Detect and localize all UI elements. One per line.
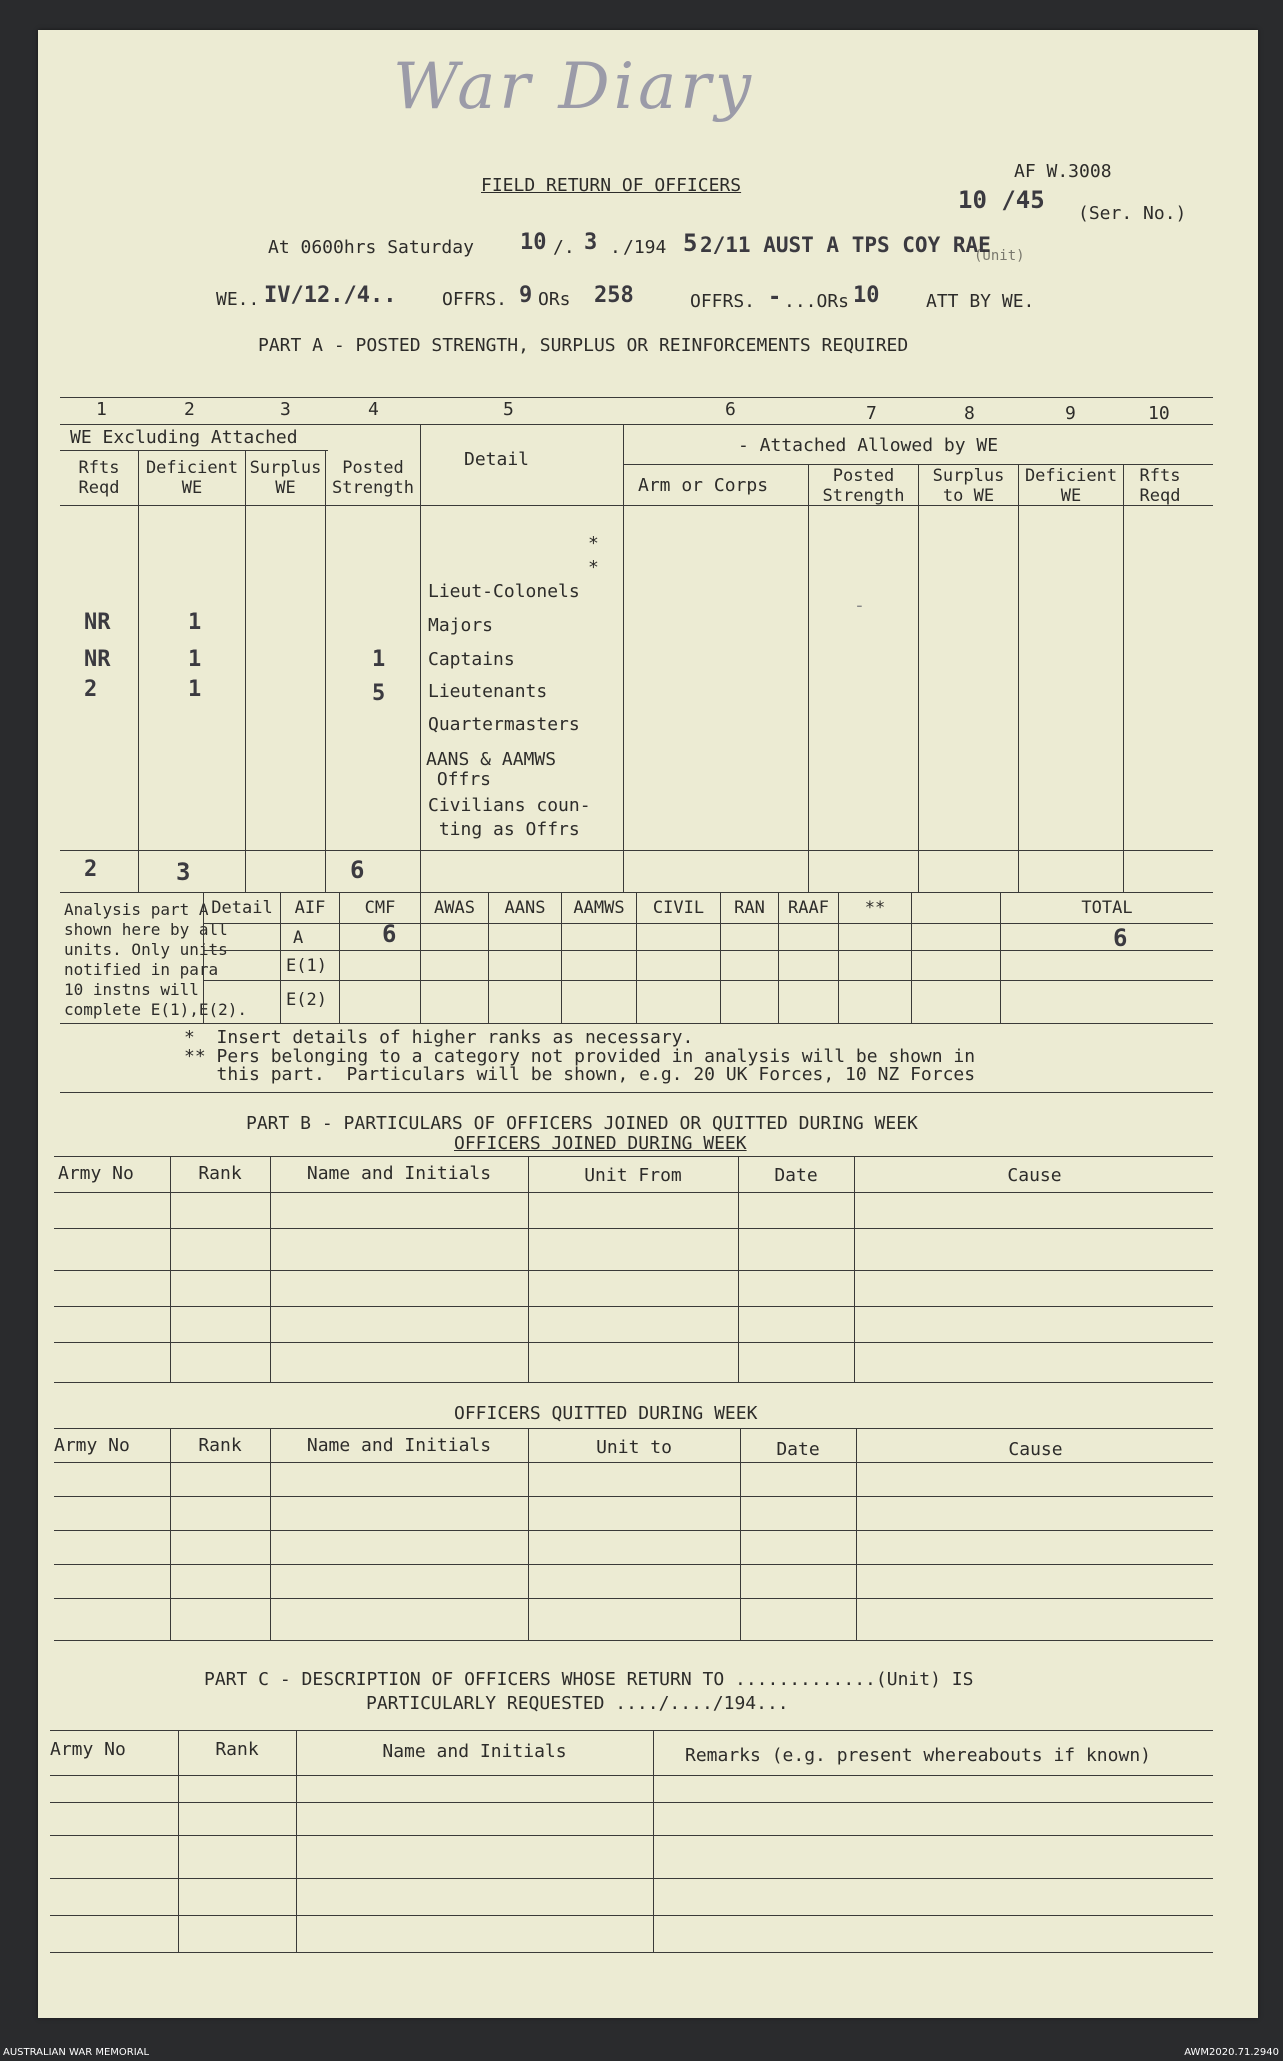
unit-name: 2/11 AUST A TPS COY RAE: [700, 233, 991, 257]
row-detail: AANS & AAMWS Offrs: [426, 749, 557, 790]
joined-head-date: Date: [774, 1165, 818, 1186]
part-c-head-rank: Rank: [215, 1739, 259, 1760]
head-arm-corps: Arm or Corps: [638, 475, 769, 496]
col-number: 7: [866, 403, 877, 424]
footer-catalogue-id: AWM2020.71.2940: [1184, 2047, 1279, 2058]
row-detail: Quartermasters: [428, 714, 580, 735]
att-by-we: ATT BY WE.: [926, 291, 1035, 312]
row-detail: *: [588, 533, 599, 554]
serial-label: (Ser. No.): [1078, 203, 1187, 224]
footer-archive-name: AUSTRALIAN WAR MEMORIAL: [3, 2047, 150, 2058]
row-deficient: 1: [188, 647, 202, 672]
date-year-prefix: /194: [623, 237, 667, 258]
date-month: 3: [584, 230, 598, 255]
row-posted: 5: [372, 681, 386, 706]
joined-head-rank: Rank: [198, 1163, 242, 1184]
footnote-double-star: ** Pers belonging to a category not provided in analysis will be shown in this part. Particulars will be shown, e.g. 20 UK Forces, 10 NZ Forces: [184, 1046, 976, 1085]
ors2-label: ...ORs: [784, 291, 850, 312]
head-posted-strength: Posted Strength: [332, 458, 414, 498]
analysis-head: TOTAL: [1081, 898, 1133, 918]
part-c-head-army-no: Army No: [50, 1739, 126, 1760]
part-c-head-remarks: Remarks (e.g. present whereabouts if known): [685, 1745, 1151, 1766]
quitted-title: OFFICERS QUITTED DURING WEEK: [454, 1403, 758, 1424]
quitted-head-army-no: Army No: [54, 1435, 130, 1456]
col-number: 8: [964, 403, 975, 424]
row-rfts: NR: [84, 610, 111, 635]
group-attached-allowed: - Attached Allowed by WE: [738, 435, 999, 456]
ors-value: 258: [594, 283, 634, 308]
row-rfts: 2: [84, 677, 98, 702]
form-title: FIELD RETURN OF OFFICERS: [481, 175, 742, 196]
part-c-head-name: Name and Initials: [382, 1741, 567, 1762]
row-rfts: NR: [84, 647, 111, 672]
col-number: 2: [184, 399, 195, 420]
offrs2-label: OFFRS.: [690, 291, 756, 312]
col-number: 6: [725, 399, 736, 420]
joined-head-army-no: Army No: [58, 1163, 134, 1184]
form-reference: AF W.3008: [1014, 161, 1112, 182]
joined-head-name: Name and Initials: [306, 1163, 492, 1184]
date-prefix: At 0600hrs Saturday: [268, 237, 474, 258]
head-deficient-we-att: Deficient WE: [1024, 466, 1118, 506]
quitted-head-date: Date: [776, 1439, 820, 1460]
row-detail: Civilians coun- ting as Offrs: [428, 795, 591, 840]
analysis-head: **: [864, 898, 886, 918]
head-deficient-we: Deficient WE: [145, 458, 239, 498]
analysis-row-detail: A: [293, 928, 304, 948]
col-number: 4: [368, 399, 379, 420]
offrs-label: OFFRS.: [442, 289, 508, 310]
date-year-digit: 5: [683, 229, 698, 257]
offrs-value: 9: [519, 283, 533, 308]
part-a-title: PART A - POSTED STRENGTH, SURPLUS OR REINFORCEMENTS REQUIRED: [258, 335, 909, 356]
head-rfts-reqd: Rfts Reqd: [78, 458, 120, 498]
analysis-note: Analysis part A shown here by all units. Only units notified in para 10 instns will complete E(1),E(2).: [64, 900, 248, 1019]
group-we-excluding: WE Excluding Attached: [70, 427, 298, 448]
row-detail: Lieut-Colonels: [428, 581, 580, 602]
ors2-value: 10: [853, 283, 880, 308]
analysis-row-detail: E(1): [286, 956, 327, 976]
part-c-title-1: PART C - DESCRIPTION OF OFFICERS WHOSE RETURN TO .............(Unit) IS: [204, 1669, 974, 1690]
form-sheet: War Diary AF W.3008 FIELD RETURN OF OFFICERS 10 /45 (Ser. No.) At 0600hrs Saturday 10 /. 3 . /194 5 2/11 AUST A TPS COY RAE (Unit) WE.. IV/12./4.. OFFRS. 9 ORs 258 OFFRS. - ...ORs 10 ATT BY WE. PART A - POSTED STRENGTH, SURPLUS OR REINFORCEMENTS REQUIRED 1 2 3 4 5 6 7 8 9 10 WE Excluding Attached - Attached Allowed by WE Rfts Reqd Deficient WE Surplus WE Posted Strength Detail Arm or Corps Posted Strength Surplus to WE Deficient WE Rfts Reqd * * Lieut-Colonels Majors Captains Lieutenants Quartermasters AANS & AAMWS Offrs Civilians coun- ting as Offrs NR NR 2 1 1 1 1 5 - 2 3 6 Analysis part A shown here by all units. Only units notified in para 10 instns will complete E(1),E(2). Detail AIF CMF AWAS AANS AAMWS CIVIL RAN RAAF ** TOTAL A E(1) E(2) 6 6 * Insert details of higher ranks as necessary. ** Pers belonging to a category not provided in analysis will be shown in this part. Particulars will be shown, e.g. 20 UK Forces, 10 NZ Forces PART B - PARTICULARS OF OFFICERS JOINED OR QUITTED DURING WEEK OFFICERS JOINED DURING WEEK Army No Rank Name and Initials Unit From Date Cause OFFICERS QUITTED DURING WEEK Army No Rank Name and Initials Unit to Date Cause PART C - DESCRIPTION OF OFFICERS WHOSE RETURN TO .............(Unit) IS PARTICULARLY REQUESTED ..../..../194... Army No Rank Name and Initials Remarks (e.g. present whereabouts if known): [38, 30, 1258, 2018]
col-number: 3: [280, 399, 291, 420]
joined-title: OFFICERS JOINED DURING WEEK: [454, 1133, 747, 1154]
row-deficient: 1: [188, 677, 202, 702]
joined-head-cause: Cause: [1007, 1165, 1062, 1186]
total-deficient: 3: [176, 858, 191, 886]
analysis-head: RAAF: [788, 898, 829, 918]
we-value: IV/12./4..: [264, 283, 397, 308]
footnote-single-star: * Insert details of higher ranks as necessary.: [184, 1027, 694, 1048]
we-label: WE..: [216, 289, 260, 310]
analysis-row-detail: E(2): [286, 990, 327, 1010]
serial-number: 10 /45: [958, 186, 1045, 214]
offrs2-value: -: [768, 285, 782, 310]
joined-head-unit-from: Unit From: [584, 1165, 682, 1186]
head-posted-strength-att: Posted Strength: [822, 466, 905, 506]
dash-mark: -: [854, 595, 865, 616]
analysis-head: AANS: [504, 898, 546, 918]
analysis-head: AAMWS: [573, 898, 625, 918]
head-surplus-we: Surplus WE: [249, 458, 322, 498]
head-detail: Detail: [464, 449, 530, 470]
analysis-aif-a: 6: [382, 920, 397, 948]
col-number: 5: [503, 399, 514, 420]
analysis-head: CMF: [364, 898, 396, 918]
analysis-total-a: 6: [1113, 924, 1128, 952]
row-deficient: 1: [188, 610, 202, 635]
total-posted: 6: [350, 856, 365, 884]
quitted-head-name: Name and Initials: [306, 1435, 492, 1456]
handwritten-title: War Diary: [393, 50, 755, 124]
quitted-head-unit-to: Unit to: [596, 1437, 672, 1458]
row-detail: Lieutenants: [428, 681, 548, 702]
date-day: 10: [520, 230, 547, 255]
row-detail: Captains: [428, 649, 515, 670]
analysis-head: RAN: [734, 898, 765, 918]
analysis-head: AWAS: [434, 898, 475, 918]
analysis-head: CIVIL: [652, 898, 705, 918]
row-posted: 1: [372, 647, 386, 672]
quitted-head-rank: Rank: [198, 1435, 242, 1456]
quitted-head-cause: Cause: [1008, 1439, 1063, 1460]
head-surplus-to-we: Surplus to WE: [932, 466, 1005, 506]
part-c-title-2: PARTICULARLY REQUESTED ..../..../194...: [366, 1693, 789, 1714]
analysis-head: Detail: [211, 898, 273, 918]
unit-label: (Unit): [974, 248, 1025, 264]
col-number: 1: [96, 399, 107, 420]
ors-label: ORs: [538, 289, 571, 310]
total-rfts: 2: [84, 857, 98, 882]
row-detail: *: [588, 557, 599, 578]
part-b-title: PART B - PARTICULARS OF OFFICERS JOINED OR QUITTED DURING WEEK: [246, 1113, 918, 1134]
row-detail: Majors: [428, 615, 494, 636]
col-number: 9: [1065, 403, 1076, 424]
col-number: 10: [1148, 403, 1170, 424]
analysis-head: AIF: [294, 898, 326, 918]
head-rfts-reqd-att: Rfts Reqd: [1139, 466, 1181, 506]
